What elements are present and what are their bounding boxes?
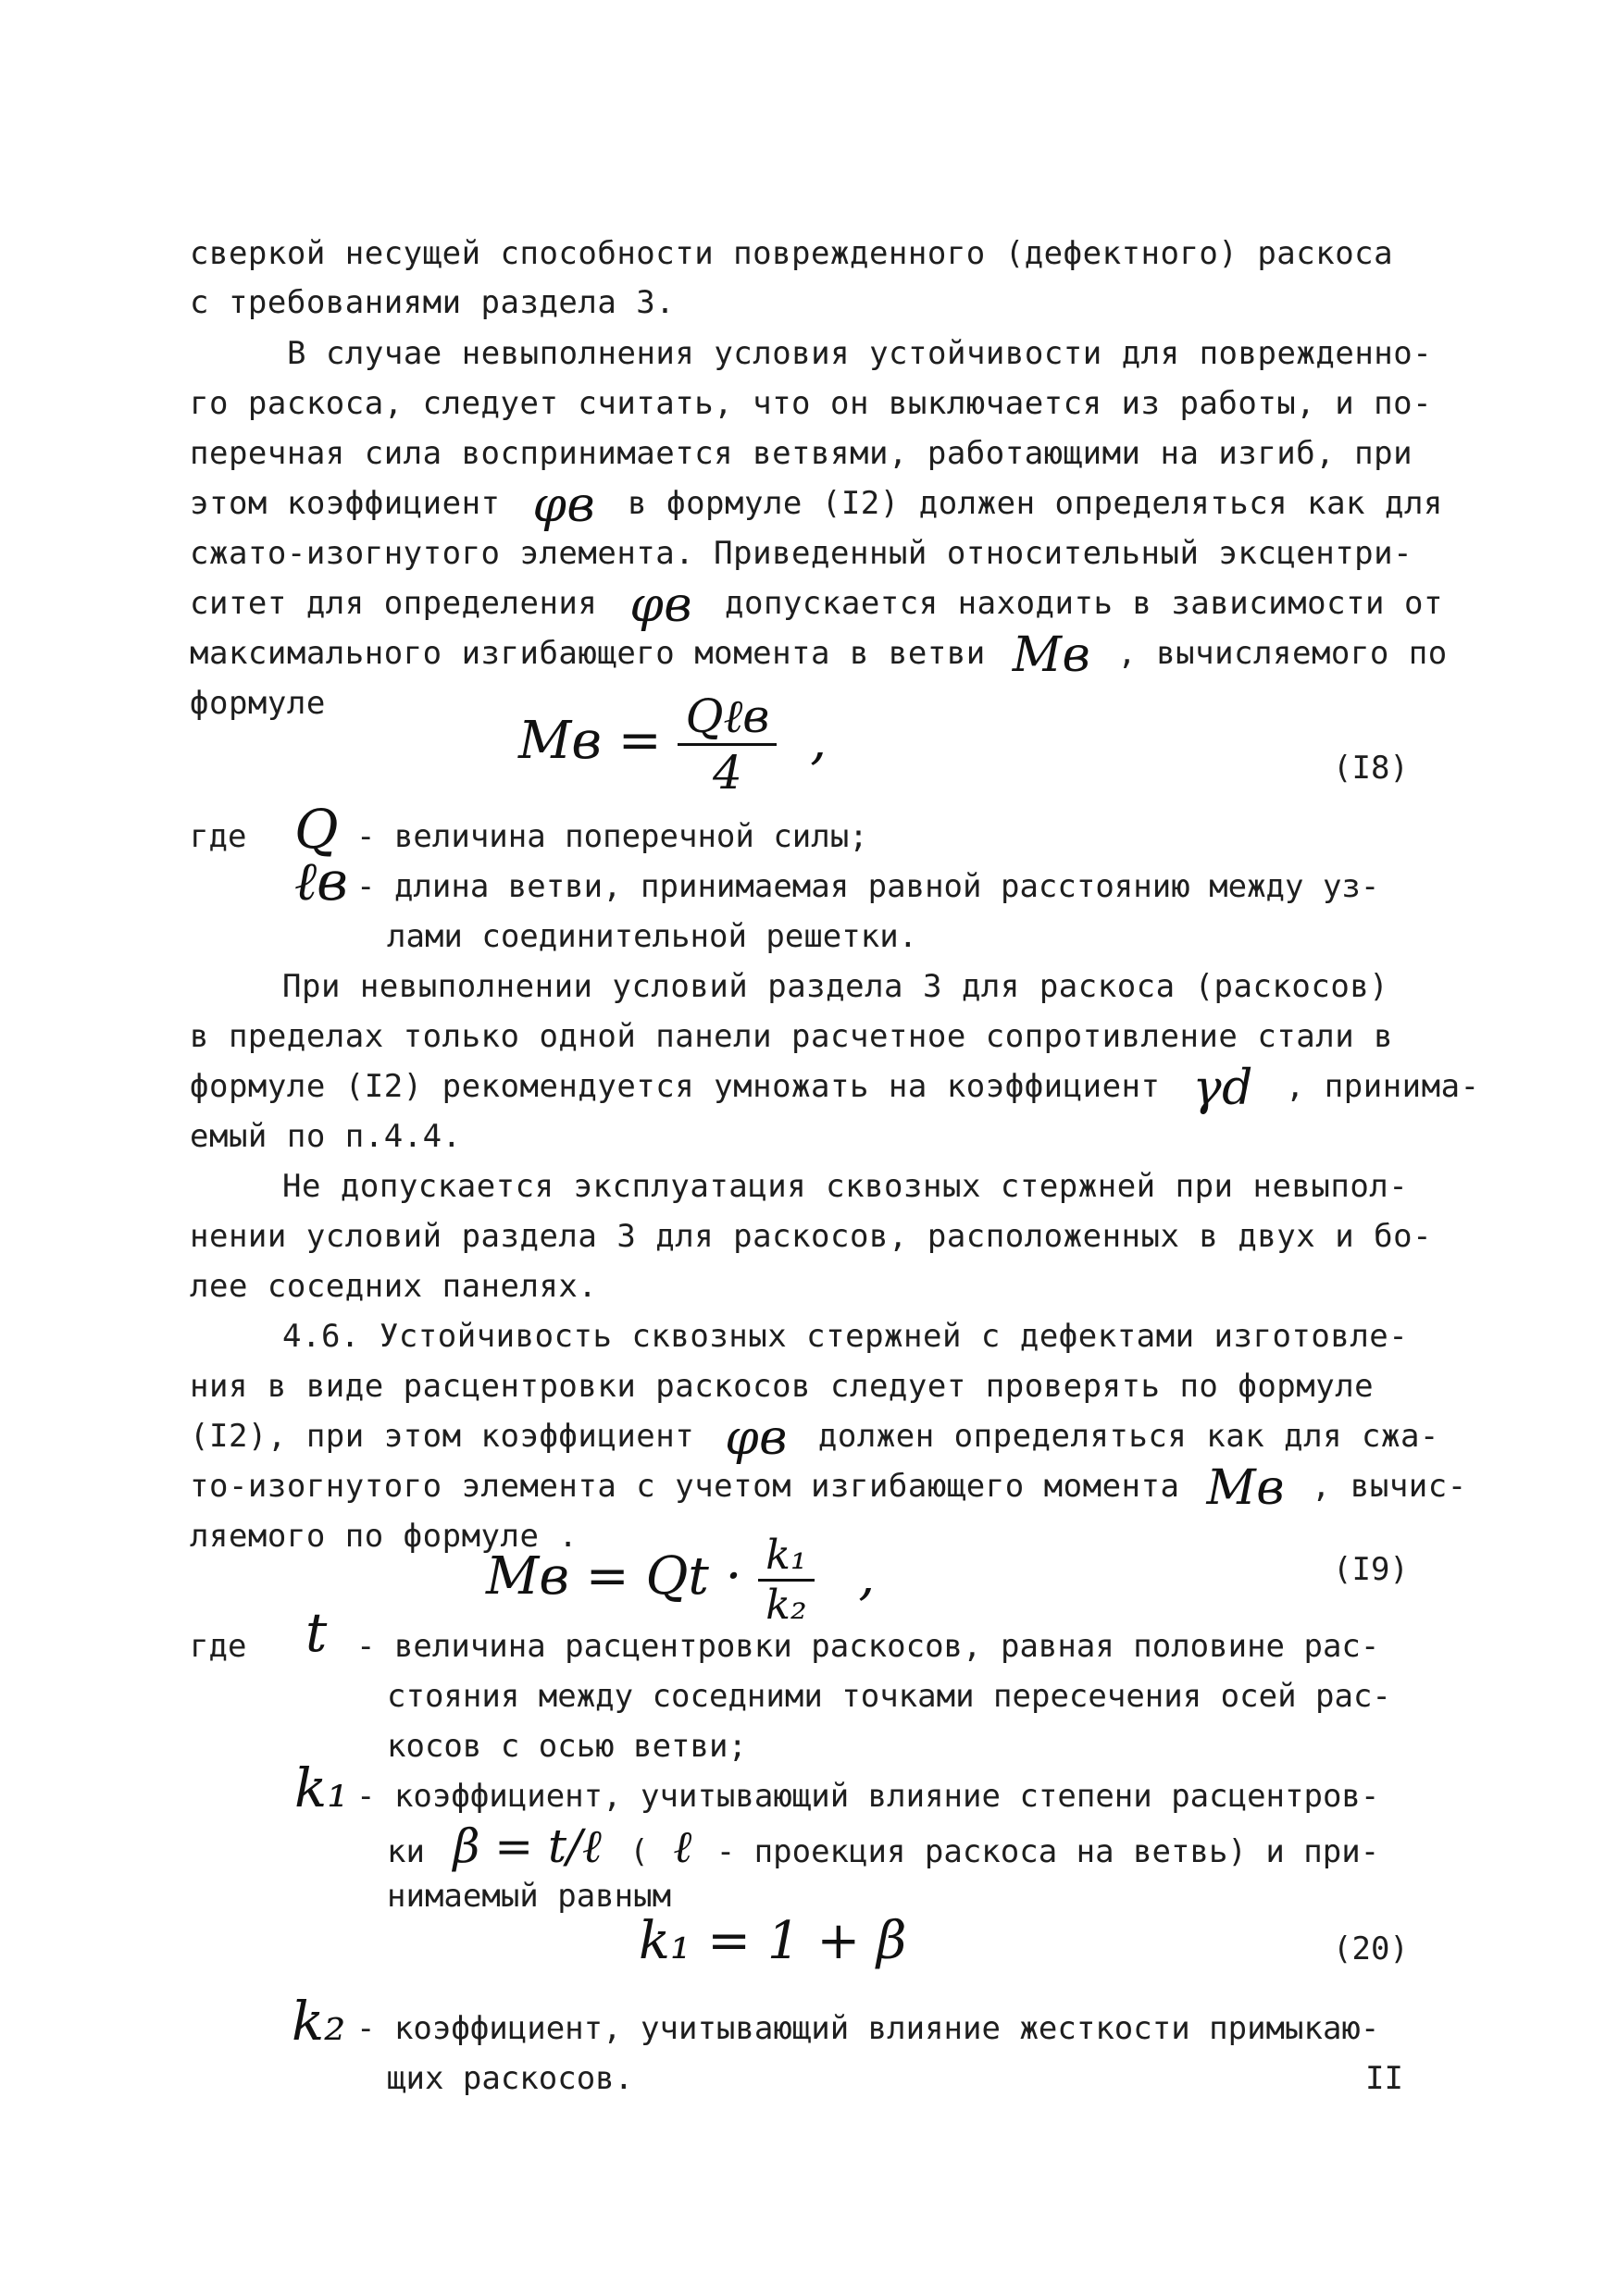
definition-text: - коэффициент, учитывающий влияние степени расцентров- bbox=[356, 1778, 1380, 1815]
text-line bbox=[190, 1060, 1480, 1116]
definition-text: - коэффициент, учитывающий влияние жесткости примыкаю- bbox=[356, 2010, 1380, 2047]
equation-number: (20) bbox=[1333, 1930, 1409, 1967]
text-line bbox=[190, 477, 1443, 533]
formula-lhs: Mв = Qt · bbox=[486, 1546, 742, 1607]
formula-tail: , bbox=[858, 1546, 876, 1607]
text-fragment: в формуле (I2) должен определяться как для bbox=[628, 485, 1443, 522]
text-line: в пределах только одной панели расчетное сопротивление стали в bbox=[190, 1018, 1394, 1055]
formula-20: k₁ = 1 + β bbox=[639, 1911, 907, 1971]
beta-definition: β = t/ℓ bbox=[453, 1819, 602, 1873]
definition-text: - величина поперечной силы; bbox=[356, 818, 868, 855]
definition-text bbox=[387, 1819, 1380, 1874]
text-fragment: - проекция раскоса на ветвь) и при- bbox=[716, 1833, 1380, 1870]
page-number: II bbox=[1365, 2060, 1403, 2097]
k2-symbol: k₂ bbox=[292, 1990, 346, 2053]
text-line: ляемого по формуле . bbox=[190, 1518, 579, 1555]
formula-tail: , bbox=[810, 711, 828, 771]
text-line bbox=[190, 1409, 1439, 1466]
text-line bbox=[190, 1459, 1467, 1516]
text-line: перечная сила воспринимается ветвями, работающими на изгиб, при bbox=[190, 435, 1413, 472]
l-symbol: ℓ bbox=[673, 1821, 692, 1873]
text-line: В случае невыполнения условия устойчивости для поврежденно- bbox=[287, 335, 1433, 372]
where-label: где bbox=[190, 1628, 247, 1665]
equation-number: (I9) bbox=[1333, 1551, 1409, 1588]
formula-lhs: Mв = bbox=[518, 711, 662, 771]
text-fragment: этом коэффициент bbox=[190, 485, 501, 522]
phi-b-symbol: φв bbox=[725, 1409, 788, 1466]
text-fragment: ситет для определения bbox=[190, 585, 598, 622]
text-line: лее соседних панелях. bbox=[190, 1268, 598, 1305]
text-fragment: ки bbox=[387, 1833, 425, 1870]
definition-text: косов с осью ветви; bbox=[387, 1728, 747, 1765]
text-fragment: , принима- bbox=[1285, 1068, 1480, 1105]
text-line: сжато-изогнутого элемента. Приведенный относительный эксцентри- bbox=[190, 535, 1413, 572]
denominator: k₂ bbox=[765, 1582, 807, 1629]
text-line: 4.6. Устойчивость сквозных стержней с дефектами изготовле- bbox=[282, 1318, 1409, 1355]
t-symbol: t bbox=[305, 1601, 328, 1664]
text-line bbox=[190, 627, 1448, 683]
text-line: Не допускается эксплуатация сквозных стержней при невыпол- bbox=[282, 1168, 1409, 1205]
text-fragment: допускается находить в зависимости от bbox=[725, 585, 1443, 622]
text-line: формуле bbox=[190, 685, 326, 722]
phi-b-symbol: φв bbox=[629, 577, 693, 633]
text-fragment: (I2), при этом коэффициент bbox=[190, 1418, 695, 1455]
numerator: Qℓв bbox=[678, 689, 777, 746]
text-line bbox=[190, 577, 1443, 633]
gamma-d-symbol: γd bbox=[1192, 1060, 1253, 1116]
text-fragment: , вычис- bbox=[1311, 1468, 1467, 1505]
equation-number: (I8) bbox=[1333, 750, 1409, 787]
fraction bbox=[678, 689, 777, 800]
phi-b-symbol: φв bbox=[532, 477, 596, 533]
definition-text: лами соединительной решетки. bbox=[387, 918, 918, 955]
formula-19 bbox=[486, 1532, 875, 1629]
definition-text: - длина ветви, принимаемая равной расстоянию между уз- bbox=[356, 868, 1380, 905]
l-b-symbol: ℓв bbox=[294, 850, 348, 912]
definition-text: стояния между соседними точками пересечения осей рас- bbox=[387, 1678, 1391, 1715]
text-line: нении условий раздела 3 для раскосов, расположенных в двух и бо- bbox=[190, 1218, 1433, 1255]
text-fragment: максимального изгибающего момента в ветви bbox=[190, 635, 986, 672]
fraction bbox=[758, 1532, 814, 1629]
definition-text: щих раскосов. bbox=[387, 2060, 634, 2097]
m-b-symbol: Mв bbox=[1206, 1459, 1285, 1516]
text-line: с требованиями раздела 3. bbox=[190, 284, 676, 321]
numerator: k₁ bbox=[758, 1532, 814, 1582]
text-line: емый по п.4.4. bbox=[190, 1118, 462, 1155]
text-line: ния в виде расцентровки раскосов следует проверять по формуле bbox=[190, 1368, 1375, 1405]
text-fragment: то-изогнутого элемента с учетом изгибающего момента bbox=[190, 1468, 1180, 1505]
definition-text: - величина расцентровки раскосов, равная половине рас- bbox=[356, 1628, 1380, 1665]
text-line: При невыполнении условий раздела 3 для раскоса (раскосов) bbox=[282, 968, 1389, 1005]
text-fragment: формуле (I2) рекомендуется умножать на коэффициент bbox=[190, 1068, 1161, 1105]
denominator: 4 bbox=[713, 746, 742, 800]
where-label: где bbox=[190, 818, 247, 855]
formula-18 bbox=[518, 689, 827, 800]
text-line: го раскоса, следует считать, что он выключается из работы, и по- bbox=[190, 385, 1433, 422]
text-fragment: ( bbox=[629, 1833, 649, 1870]
text-line: сверкой несущей способности поврежденного (дефектного) раскоса bbox=[190, 235, 1394, 272]
m-b-symbol: Mв bbox=[1012, 627, 1091, 683]
text-fragment: , вычисляемого по bbox=[1117, 635, 1448, 672]
k1-symbol: k₁ bbox=[294, 1756, 349, 1819]
definition-text: нимаемый равным bbox=[387, 1878, 672, 1915]
q-symbol: Q bbox=[294, 798, 339, 861]
text-fragment: должен определяться как для сжа- bbox=[817, 1418, 1439, 1455]
